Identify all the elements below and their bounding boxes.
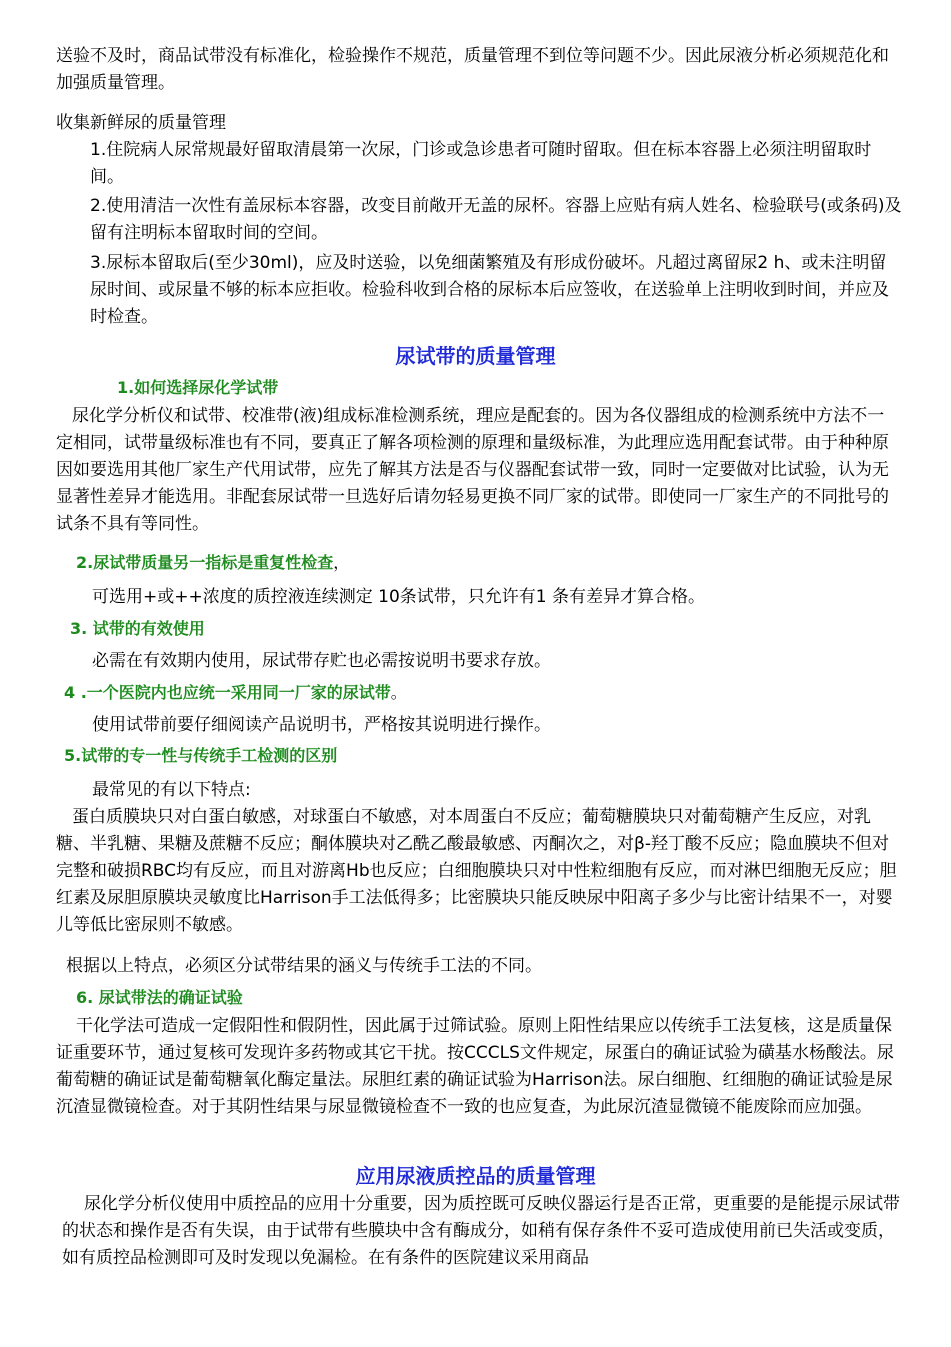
subheading-6: 6. 尿试带法的确证试验 bbox=[76, 988, 243, 1007]
section-title-quality-control: 应用尿液质控品的质量管理 bbox=[355, 1164, 596, 1188]
collect-item-2: 2.使用清洁一次性有盖尿标本容器，改变目前敞开无盖的尿杯。容器上应贴有病人姓名、检验联号(或条码)及留有注明标本留取时间的空间。 bbox=[90, 196, 902, 243]
subheading-5: 5.试带的专一性与传统手工检测的区别 bbox=[64, 746, 338, 765]
subheading-4-text: 4 .一个医院内也应统一采用同一厂家的尿试带 bbox=[64, 683, 391, 702]
subheading-4 bbox=[64, 682, 407, 704]
subheading-3: 3. 试带的有效使用 bbox=[70, 619, 205, 638]
paragraph-3: 必需在有效期内使用，尿试带存贮也必需按说明书要求存放。 bbox=[92, 651, 551, 671]
subheading-2 bbox=[76, 552, 349, 574]
paragraph-5: 蛋白质膜块只对白蛋白敏感，对球蛋白不敏感，对本周蛋白不反应；葡萄糖膜块只对葡萄糖产生反应，对乳糖、半乳糖、果糖及蔗糖不反应；酮体膜块对乙酰乙酸最敏感、丙酮次之，对β-羟丁酸不反应；隐血膜块不但对完整和破损RBC均有反应，而且对游离Hb也反应；白细胞膜块只对中性粒细胞有反应，而对淋巴细胞无反应；胆红素及尿胆原膜块灵敏度比Harrison手工法低得多；比密膜块只能反映尿中阳离子多少与比密计结果不一，对婴儿等低比密尿则不敏感。 bbox=[56, 807, 897, 935]
paragraph-5-intro: 最常见的有以下特点: bbox=[92, 780, 251, 800]
paragraph-5-conclusion: 根据以上特点，必须区分试带结果的涵义与传统手工法的不同。 bbox=[66, 956, 542, 976]
subheading-2-tail: ， bbox=[333, 553, 350, 572]
section-title-test-strip: 尿试带的质量管理 bbox=[395, 344, 556, 368]
intro-paragraph: 送验不及时，商品试带没有标准化，检验操作不规范，质量管理不到位等问题不少。因此尿液分析必须规范化和加强质量管理。 bbox=[56, 46, 889, 93]
subheading-1: 1.如何选择尿化学试带 bbox=[117, 378, 279, 397]
paragraph-4: 使用试带前要仔细阅读产品说明书，严格按其说明进行操作。 bbox=[92, 715, 551, 735]
paragraph-1: 尿化学分析仪和试带、校准带(液)组成标准检测系统，理应是配套的。因为各仪器组成的检测系统中方法不一定相同，试带量级标准也有不同，要真正了解各项检测的原理和量级标准，为此理应选用配套试带。由于种种原因如要选用其他厂家生产代用试带，应先了解其方法是否与仪器配套试带一致，同时一定要做对比试验，认为无显著性差异才能选用。非配套尿试带一旦选好后请勿轻易更换不同厂家的试带。即使同一厂家生产的不同批号的试条不具有等同性。 bbox=[56, 406, 889, 534]
paragraph-7: 尿化学分析仪使用中质控品的应用十分重要，因为质控既可反映仪器运行是否正常，更重要的是能提示尿试带的状态和操作是否有失误，由于试带有些膜块中含有酶成分，如稍有保存条件不妥可造成使用前已失活或变质，如有质控品检测即可及时发现以免漏检。在有条件的医院建议采用商品 bbox=[62, 1194, 900, 1268]
subheading-4-tail: 。 bbox=[390, 683, 407, 702]
paragraph-6: 干化学法可造成一定假阳性和假阴性，因此属于过筛试验。原则上阳性结果应以传统手工法复核，这是质量保证重要环节，通过复核可发现许多药物或其它干扰。按CCCLS文件规定，尿蛋白的确证试验为磺基水杨酸法。尿葡萄糖的确证试是葡萄糖氧化酶定量法。尿胆红素的确证试验为Harrison法。尿白细胞、红细胞的确证试验是尿沉渣显微镜检查。对于其阴性结果与尿显微镜检查不一致的也应复查，为此尿沉渣显微镜不能废除而应加强。 bbox=[56, 1016, 894, 1117]
collect-heading: 收集新鲜尿的质量管理 bbox=[56, 113, 226, 133]
subheading-2-text: 2.尿试带质量另一指标是重复性检查 bbox=[76, 553, 334, 572]
collect-item-3: 3.尿标本留取后(至少30ml)，应及时送验，以免细菌繁殖及有形成份破坏。凡超过离留尿2 h、或未注明留尿时间、或尿量不够的标本应拒收。检验科收到合格的尿标本后应签收，在送验单上注明收到时间，并应及时检查。 bbox=[90, 253, 889, 327]
paragraph-2: 可选用+或++浓度的质控液连续测定 10条试带，只允许有1 条有差异才算合格。 bbox=[92, 587, 705, 607]
collect-item-1: 1.住院病人尿常规最好留取清晨第一次尿，门诊或急诊患者可随时留取。但在标本容器上必须注明留取时间。 bbox=[90, 140, 872, 187]
